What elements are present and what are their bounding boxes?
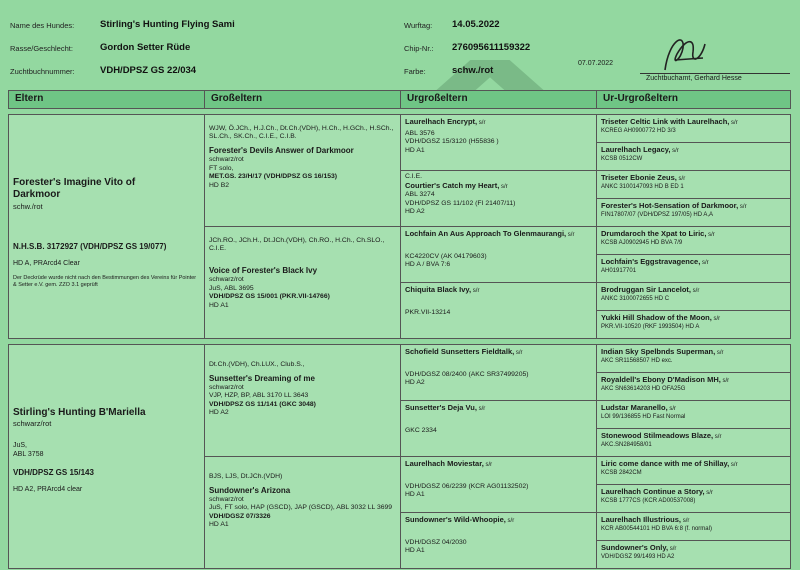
signature	[655, 30, 715, 76]
ggp-5-l1: VDH/DGSZ 08/2400 (AKC SR37499205)	[405, 371, 529, 378]
gggp-14-name: Laurelhach Continue a Story, s/r	[601, 486, 713, 496]
gggp-9	[597, 344, 791, 372]
gggp-13	[597, 456, 791, 484]
gggp-2	[597, 142, 791, 170]
gggp-3-reg: ANKC 3100147093 HD B ED 1	[601, 184, 684, 190]
gggp-8-reg: PKR.VII-10520 (RKF 1993504) HD A	[601, 324, 700, 330]
color-suffix: s/r	[713, 433, 722, 440]
ggp-4-name: Chiquita Black Ivy, s/r	[405, 284, 480, 294]
pedigree-table	[8, 90, 791, 569]
dam-cell	[9, 344, 205, 568]
ggp-5-l2: HD A2	[405, 379, 425, 387]
dam-health: HD A2, PRArcd4 clear	[13, 485, 83, 493]
breed-value: Gordon Setter Rüde	[100, 42, 191, 53]
gp-sire-dam	[205, 226, 401, 338]
gggp-1-name: Triseter Celtic Link with Laurelhach, s/r	[601, 116, 738, 126]
gp-ds-titles: Dt.Ch.(VDH), Ch.LUX., Club.S.,	[209, 360, 305, 368]
ggp-8-l2: HD A1	[405, 547, 425, 555]
gp-ss-color: schwarz/rot	[209, 156, 244, 164]
ggp-6-l1: GKC 2334	[405, 427, 437, 434]
gp-sd-hd: HD A1	[209, 301, 229, 309]
gp-dd-reg: VDH/DGSZ 07/3326	[209, 512, 271, 520]
ggp-8	[401, 512, 597, 568]
color-suffix: s/r	[477, 119, 486, 126]
color-suffix: s/r	[667, 405, 677, 412]
color-value: schw./rot	[452, 65, 494, 76]
color-suffix: s/r	[681, 517, 690, 524]
ggp-4	[401, 282, 597, 338]
ggp-2-name: Courtier's Catch my Heart, s/r	[405, 180, 508, 190]
ggp-1	[401, 114, 597, 170]
gggp-11	[597, 400, 791, 428]
gp-ds-color: schwarz/rot	[209, 383, 244, 391]
gp-ds-name: Sunsetter's Dreaming of me	[209, 373, 315, 383]
gggp-14	[597, 484, 791, 512]
gggp-15-name: Laurelhach Illustrious, s/r	[601, 514, 690, 524]
col-grandparents: Großeltern	[205, 91, 401, 109]
studbook-value: VDH/DPSZ GS 22/034	[100, 65, 197, 76]
ggp-1-name: Laurelhach Encrypt, s/r	[405, 116, 486, 126]
gggp-15-reg: KCR AB00544101 HD BVA 6:8 (f. normal)	[601, 526, 712, 532]
ggp-8-l1: VDH/DGSZ 04/2030	[405, 539, 467, 546]
ggp-2-pre: C.I.E.	[405, 172, 422, 180]
gp-dd-titles: BJS, LJS, Dt.JCh.(VDH)	[209, 472, 283, 480]
gggp-16-name: Sundowner's Only, s/r	[601, 542, 677, 552]
sign-caption: Zuchtbuchamt, Gerhard Hesse	[646, 75, 742, 82]
color-suffix: s/r	[668, 545, 677, 552]
col-parents: Eltern	[9, 91, 205, 109]
breed-label: Rasse/Geschlecht:	[10, 44, 73, 53]
gp-dam-sire	[205, 344, 401, 456]
color-suffix: s/r	[700, 259, 709, 266]
gp-sd-extra: JuS, ABL 3695	[209, 284, 254, 292]
gggp-2-reg: KCSB 0512CW	[601, 156, 643, 162]
gggp-16	[597, 540, 791, 568]
chip-value: 276095611159322	[452, 42, 531, 53]
ggp-2	[401, 170, 597, 226]
gggp-13-name: Liric come dance with me of Shillay, s/r	[601, 458, 738, 468]
ggp-8-name: Sundowner's Wild-Whoopie, s/r	[405, 514, 515, 524]
color-suffix: s/r	[505, 517, 515, 524]
gggp-6-reg: AH01917701	[601, 268, 637, 274]
color-suffix: s/r	[704, 489, 713, 496]
ggp-7-name: Laurelhach Moviestar, s/r	[405, 458, 493, 468]
sire-name-1: Forester's Imagine Vito of	[13, 176, 136, 188]
sire-note: Der Deckrüde wurde nicht nach den Bestimmungen des Vereins für Pointer & Setter e.V. gem. ZZO 3.1 geprüft	[13, 274, 197, 288]
color-suffix: s/r	[720, 377, 730, 384]
gggp-5	[597, 226, 791, 254]
ggp-3-l2: HD A / BVA 7:6	[405, 261, 451, 269]
color-suffix: s/r	[738, 203, 747, 210]
signature-line	[640, 73, 790, 74]
gggp-9-reg: AKC SR11568507 HD exc.	[601, 358, 673, 364]
ggp-7-l2: HD A1	[405, 491, 425, 499]
gggp-12-reg: AKC.SN284958/01	[601, 442, 652, 448]
gggp-1-reg: KCREG AH0900772 HD 3/3	[601, 128, 676, 134]
color-suffix: s/r	[706, 231, 715, 238]
sire-cell	[9, 114, 205, 338]
gggp-4-reg: FIN17807/07 (VDH/DPSZ 197/05) HD A,A	[601, 212, 714, 218]
gp-ds-hd: HD A2	[209, 409, 229, 417]
gp-sd-name: Voice of Forester's Black Ivy	[209, 266, 318, 276]
gggp-8-name: Yukki Hill Shadow of the Moon, s/r	[601, 312, 721, 322]
gp-dd-name: Sundowner's Arizona	[209, 485, 291, 495]
gp-sire-sire	[205, 114, 401, 226]
gggp-1	[597, 114, 791, 142]
color-suffix: s/r	[676, 175, 686, 182]
ggp-3-l1: KC4220CV (AK 04179603)	[405, 253, 487, 260]
ggp-2-l3: HD A2	[405, 208, 425, 216]
name-label: Name des Hundes:	[10, 21, 75, 30]
gggp-10-reg: AKC SN63614203 HD OFA25G	[601, 386, 686, 392]
ggp-5	[401, 344, 597, 400]
dam-abl: ABL 3758	[13, 451, 44, 459]
gggp-7-name: Brodruggan Sir Lancelot, s/r	[601, 284, 700, 294]
gggp-3	[597, 170, 791, 198]
gp-ss-titles: WJW, Ö.JCh., H.J.Ch., Dt.Ch.(VDH), H.Ch., H.GCh., H.SCh., SL.Ch., SK.Ch., C.I.E., C.I.B.	[209, 124, 394, 140]
gggp-9-name: Indian Sky Spelbnds Superman, s/r	[601, 346, 724, 356]
ggp-1-l1: ABL 3576	[405, 130, 435, 137]
ggp-6	[401, 400, 597, 456]
gggp-10-name: Royaldell's Ebony D'Madison MH, s/r	[601, 374, 730, 384]
gggp-11-reg: LOI 99/136855 HD Fast Normal	[601, 414, 686, 420]
gggp-15	[597, 512, 791, 540]
color-suffix: s/r	[471, 287, 480, 294]
gp-ss-extra: FT solo,	[209, 164, 234, 172]
sire-reg: N.H.S.B. 3172927 (VDH/DPSZ GS 19/077)	[13, 241, 167, 251]
gggp-14-reg: KCSB 1777CS (KCR AD00537008)	[601, 498, 696, 504]
color-suffix: s/r	[514, 349, 523, 356]
gp-sd-reg: VDH/DPSZ GS 15/001 (PKR.VII-14766)	[209, 293, 330, 301]
gp-ss-hd: HD B2	[209, 181, 230, 189]
gp-ss-reg: MET.GS. 23/H/17 (VDH/DPSZ GS 16/153)	[209, 173, 338, 181]
ggp-2-l1: ABL 3274	[405, 191, 435, 199]
gggp-12	[597, 428, 791, 456]
sire-health: HD A, PRArcd4 Clear	[13, 259, 80, 267]
gp-dd-hd: HD A1	[209, 521, 229, 529]
sire-name-2: Darkmoor	[13, 189, 61, 200]
color-suffix: s/r	[566, 231, 575, 238]
color-suffix: s/r	[499, 183, 508, 190]
color-suffix: s/r	[711, 315, 721, 322]
gp-sd-titles: JCh.RO., JCh.H., Dt.JCh.(VDH), Ch.RO., H.Ch., Ch.SLO., C.I.E.	[209, 236, 385, 252]
gggp-2-name: Laurelhach Legacy, s/r	[601, 144, 679, 154]
col-great-great-grandparents: Ur-Urgroßeltern	[597, 91, 791, 109]
gggp-5-name: Drumdaroch the Xpat to Liric, s/r	[601, 228, 715, 238]
ggp-6-name: Sunsetter's Deja Vu, s/r	[405, 402, 486, 412]
gp-ss-name: Forester's Devils Answer of Darkmoor	[209, 146, 354, 156]
color-suffix: s/r	[729, 119, 738, 126]
gggp-8	[597, 310, 791, 338]
gp-ds-reg: VDH/DPSZ GS 11/141 (GKC 3048)	[209, 400, 316, 408]
chip-label: Chip-Nr.:	[404, 44, 434, 53]
color-suffix: s/r	[729, 461, 738, 468]
studbook-label: Zuchtbuchnummer:	[10, 67, 75, 76]
gggp-3-name: Triseter Ebonie Zeus, s/r	[601, 172, 686, 182]
dam-reg: VDH/DPSZ GS 15/143	[13, 467, 94, 477]
dam-name: Stirling's Hunting B'Mariella	[13, 406, 146, 418]
gggp-7-reg: ANKC 3100072655 HD C	[601, 296, 670, 302]
whelped-value: 14.05.2022	[452, 19, 500, 30]
ggp-3-name: Lochfain An Aus Approach To Glenmaurangi, s/r	[405, 228, 575, 238]
dam-titles: JuS,	[13, 442, 28, 450]
ggp-4-l1: PKR.VII-13214	[405, 309, 451, 316]
color-suffix: s/r	[476, 405, 486, 412]
gggp-10	[597, 372, 791, 400]
gggp-16-reg: VDH/DGSZ 99/1493 HD A2	[601, 554, 675, 560]
color-label: Farbe:	[404, 67, 426, 76]
ggp-2-l2: VDH/DPSZ GS 11/102 (FI 21407/11)	[405, 199, 516, 207]
sire-color: schw./rot	[13, 201, 43, 211]
gp-dd-color: schwarz/rot	[209, 495, 244, 503]
gggp-7	[597, 282, 791, 310]
dam-color: schwarz/rot	[13, 419, 52, 428]
ggp-7	[401, 456, 597, 512]
gggp-11-name: Ludstar Maranello, s/r	[601, 402, 677, 412]
color-suffix: s/r	[670, 147, 679, 154]
gggp-12-name: Stonewood Stilmeadows Blaze, s/r	[601, 430, 722, 440]
sign-date: 07.07.2022	[578, 60, 614, 67]
ggp-7-l1: VDH/DGSZ 06/2239 (KCR AG01132502)	[405, 483, 529, 490]
color-suffix: s/r	[483, 461, 493, 468]
gp-dam-dam	[205, 456, 401, 568]
whelped-label: Wurftag:	[404, 21, 433, 30]
ggp-3	[401, 226, 597, 282]
gggp-5-reg: KCSB AJ0902945 HD BVA 7/9	[601, 240, 683, 246]
gggp-4	[597, 198, 791, 226]
color-suffix: s/r	[691, 287, 700, 294]
gggp-6-name: Lochfain's Eggstravagence, s/r	[601, 256, 709, 266]
gggp-6	[597, 254, 791, 282]
gp-sd-color: schwarz/rot	[209, 276, 244, 284]
gp-ds-extra: VJP, HZP, BP, ABL 3170 LL 3643	[209, 392, 309, 400]
col-great-grandparents: Urgroßeltern	[401, 91, 597, 109]
gp-dd-extra: JuS, FT solo, HAP (GSCD), JAP (GSCD), ABL 3032 LL 3699	[209, 504, 393, 512]
gggp-13-reg: KCSB 2842CM	[601, 470, 642, 476]
ggp-5-name: Schofield Sunsetters Fieldtalk, s/r	[405, 346, 523, 356]
ggp-1-l3: HD A1	[405, 146, 425, 154]
color-suffix: s/r	[715, 349, 724, 356]
gggp-4-name: Forester's Hot-Sensation of Darkmoor, s/r	[601, 200, 747, 210]
name-value: Stirling's Hunting Flying Sami	[100, 19, 235, 30]
ggp-1-l2: VDH/DGSZ 15/3120 (H55836 )	[405, 138, 499, 146]
